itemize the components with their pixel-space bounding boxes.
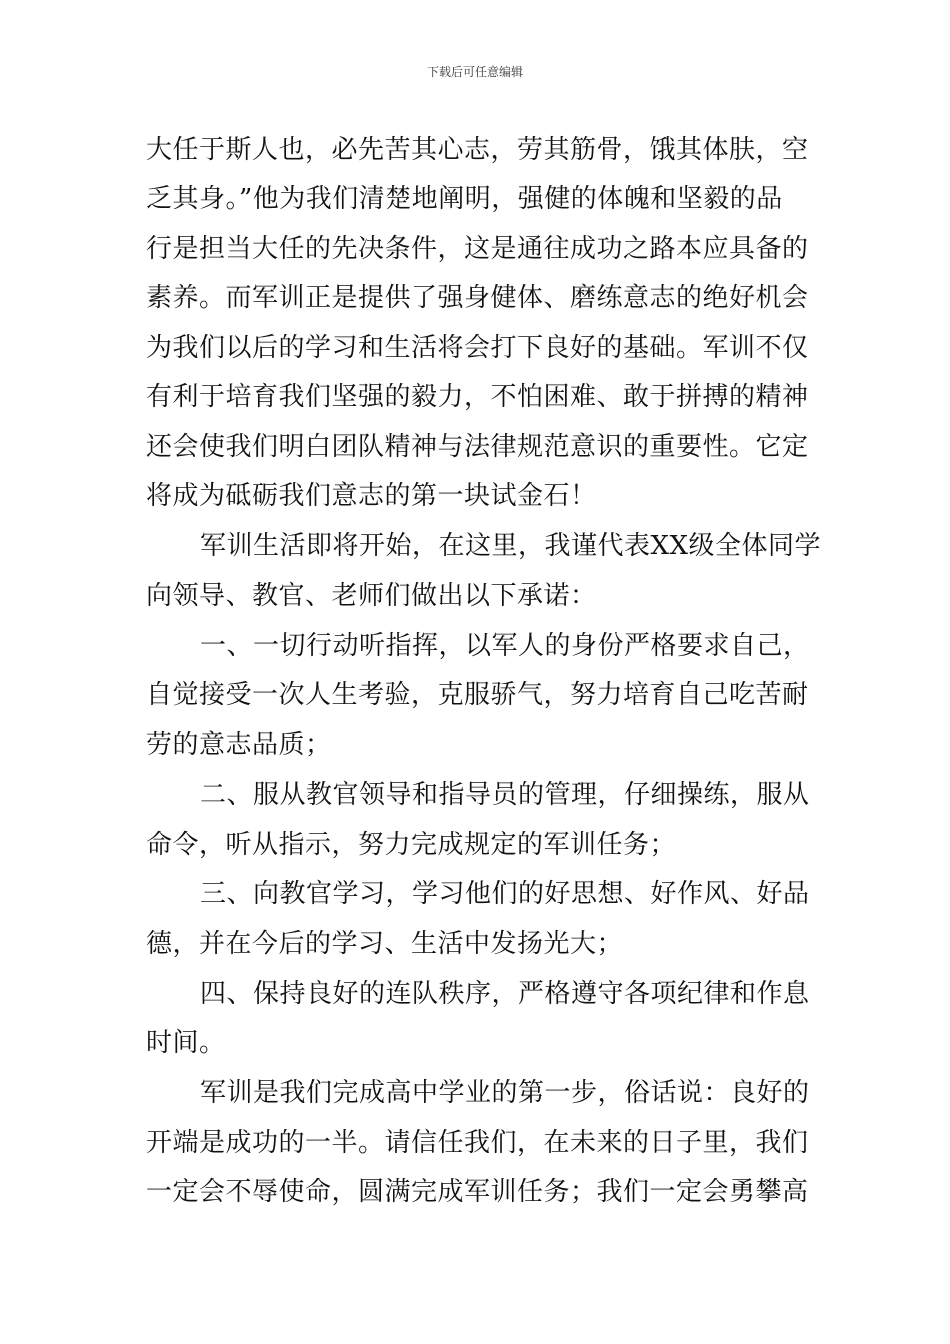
- page-header: 下载后可任意编辑: [426, 65, 523, 79]
- body-line: 时间。: [146, 1028, 226, 1058]
- pledge-item-1: 一、一切行动听指挥，以军人的身份严格要求自己，: [200, 631, 810, 661]
- body-line: 向领导、教官、老师们做出以下承诺：: [146, 581, 597, 611]
- body-line: 德，并在今后的学习、生活中发扬光大；: [146, 929, 624, 959]
- body-line: 行是担当大任的先决条件，这是通往成功之路本应具备的: [146, 234, 809, 264]
- body-line: 乏其身。”他为我们清楚地阐明，强健的体魄和坚毅的品: [146, 184, 783, 214]
- body-line: 一定会不辱使命，圆满完成军训任务；我们一定会勇攀高: [146, 1177, 809, 1207]
- body-line: 开端是成功的一半。请信任我们，在未来的日子里，我们: [146, 1128, 809, 1158]
- pledge-item-3: 三、向教官学习，学习他们的好思想、好作风、好品: [200, 879, 810, 909]
- body-line: 为我们以后的学习和生活将会打下良好的基础。军训不仅: [146, 333, 809, 363]
- paragraph-start: 军训生活即将开始，在这里，我谨代表XX级全体同学: [200, 531, 822, 561]
- body-line: 素养。而军训正是提供了强身健体、磨练意志的绝好机会: [146, 283, 809, 313]
- body-line: 命令，听从指示，努力完成规定的军训任务；: [146, 830, 677, 860]
- body-line: 将成为砥砺我们意志的第一块试金石！: [146, 481, 597, 511]
- body-line: 自觉接受一次人生考验，克服骄气，努力培育自己吃苦耐: [146, 680, 809, 710]
- body-line: 还会使我们明白团队精神与法律规范意识的重要性。它定: [146, 432, 809, 462]
- body-line: 有利于培育我们坚强的毅力，不怕困难、敢于拼搏的精神: [146, 382, 809, 412]
- body-line: 劳的意志品质；: [146, 730, 332, 760]
- pledge-item-4: 四、保持良好的连队秩序，严格遵守各项纪律和作息: [200, 979, 810, 1009]
- paragraph-start: 军训是我们完成高中学业的第一步，俗话说：良好的: [200, 1078, 810, 1108]
- pledge-item-2: 二、服从教官领导和指导员的管理，仔细操练，服从: [200, 780, 810, 810]
- body-line: 大任于斯人也，必先苦其心志，劳其筋骨，饿其体肤，空: [146, 135, 809, 165]
